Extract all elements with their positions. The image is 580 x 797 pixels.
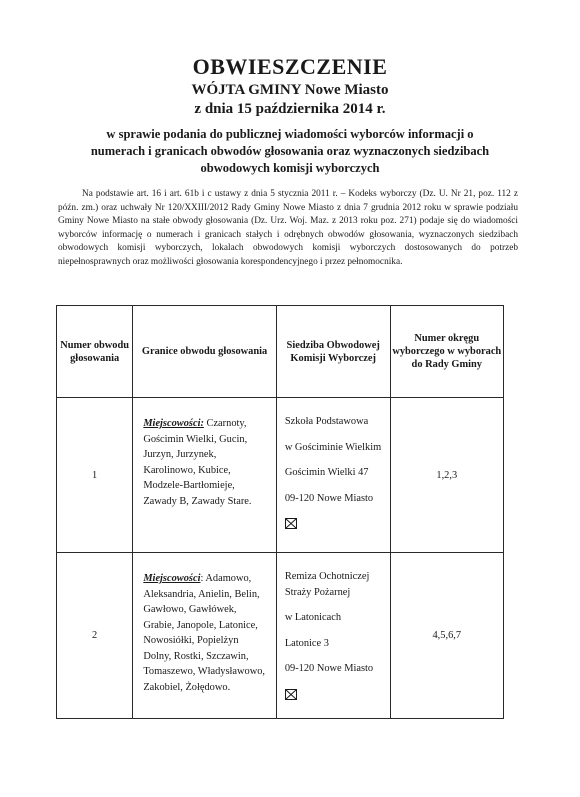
seat-postal: 09-120 Nowe Miasto: [284, 492, 374, 504]
district-bounds: [133, 553, 277, 719]
date-line: z dnia 15 października 2014 r.: [194, 101, 386, 117]
header-ward-number: Numer okręgu wyborczego w wyborach do Rady Gminy: [390, 306, 503, 398]
seat-postal: 09-120 Nowe Miasto: [284, 663, 374, 674]
commission-seat: [276, 553, 390, 719]
header-commission-seat: Siedziba Obwodowej Komisji Wyborczej: [276, 306, 390, 398]
heading-line-2: numerach i granicach obwodów głosowania oraz wyznaczonych siedzibach: [90, 144, 490, 158]
issuer-line: WÓJTA GMINY Nowe Miasto: [191, 82, 389, 98]
seat-place: w Gościminie Wielkim: [284, 441, 382, 453]
seat-place: w Latonicach: [284, 612, 342, 623]
ward-number: 4,5,6,7: [390, 553, 503, 719]
document-title: OBWIESZCZENIE: [192, 54, 388, 79]
voting-districts-table: [56, 305, 504, 719]
ward-number: 1,2,3: [390, 398, 503, 553]
intro-paragraph: Na podstawie art. 16 i art. 61b i c ustawy z dnia 5 stycznia 2011 r. – Kodeks wyborczy (Dz. U. Nr 21, poz. 112 z późn. zm.) oraz uchwały Nr 120/XXIII/2012 Rady Gminy Nowe Miasto z dnia 7 grudnia 2012 roku w sprawie podziału Gminy Nowe Miasto na stałe obwody głosowania (Dz. Urz. Woj. Maz. z 2013 roku poz. 271) podaje się do wiadomości wyborców informację o numerach i granicach stałych i odrębnych obwodów głosowania, wyznaczonych siedzibach obwodowych komisji wyborczych, lokalach obwodowych komisji wyborczych dostosowanych do potrzeb niepełnosprawnych oraz możliwości głosowania korespondencyjnego i przez pełnomocnika.: [58, 189, 518, 267]
seat-address: Gościmin Wielki 47: [284, 467, 369, 478]
header-district-bounds: Granice obwodu głosowania: [133, 306, 277, 398]
seat-address: Latonice 3: [284, 637, 329, 649]
localities-list: Czarnoty, Gościmin Wielki, Gucin, Jurzyn, Jurzynek, Karolinowo, Kubice, Modzele-Bartłomieje, Zawady B, Zawady Stare.: [143, 418, 252, 507]
envelope-icon: [285, 689, 297, 700]
district-bounds: [133, 398, 277, 553]
district-number: 2: [57, 553, 133, 719]
commission-seat: [276, 398, 390, 553]
localities-label: Miejscowości: [143, 573, 201, 584]
localities-label: Miejscowości:: [143, 418, 204, 429]
localities-list: : Adamowo, Aleksandria, Anielin, Belin, Gawłowo, Gawłówek, Grabie, Janopole, Latonice, Nowosiółki, Popielżyn Dolny, Rostki, Szczawin, Tomaszewo, Władysławowo, Zakobiel, Żołędowo.: [143, 573, 266, 693]
document-heading: [60, 126, 520, 177]
district-number: 1: [57, 398, 133, 553]
table-header-row: [57, 306, 504, 398]
heading-line-3: obwodowych komisji wyborczych: [200, 161, 380, 175]
seat-name: Remiza Ochotniczej Straży Pożarnej: [284, 571, 370, 598]
header-district-number: Numer obwodu głosowania: [57, 306, 133, 398]
heading-line-1: w sprawie podania do publicznej wiadomości wyborców informacji o: [106, 127, 474, 141]
seat-name: Szkoła Podstawowa: [284, 416, 369, 427]
document-subtitle: [0, 81, 580, 119]
envelope-icon: [285, 518, 297, 529]
table-row: [57, 553, 504, 719]
table-row: [57, 398, 504, 553]
